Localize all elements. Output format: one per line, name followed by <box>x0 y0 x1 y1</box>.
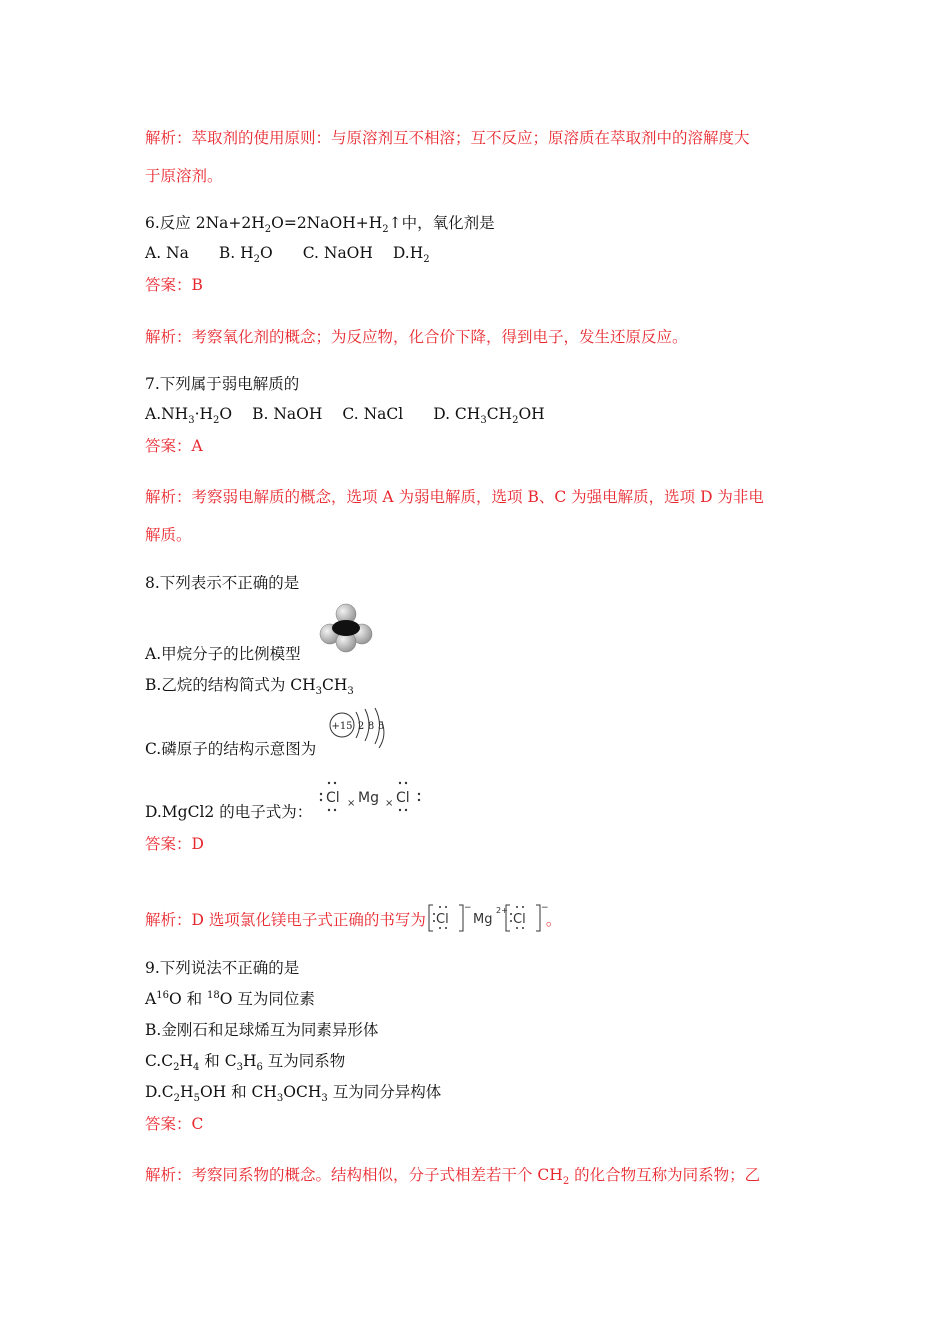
correct-minus-left: − <box>463 903 472 913</box>
q6-stem: 6.反应 $2Na+2H_2O=2NaOH+H_2↑$中，氧化剂是 <box>145 214 495 236</box>
correct-mg: Mg <box>472 912 493 927</box>
q9-analysis: 解析：考察同系物的概念。结构相似，分子式相差若干个 $CH_2$ 的化合物互称为同系物；乙 <box>145 1166 761 1188</box>
q8-stem: 8.下列表示不正确的是 <box>145 574 300 592</box>
q7-option-b: B. NaOH <box>252 405 323 423</box>
q7-answer: 答案：A <box>145 437 203 455</box>
q9-option-a: $A^{16}O$ 和 $^{18}$O 互为同位素 <box>145 989 315 1008</box>
correct-mg-charge: 2+ <box>495 906 508 915</box>
q8-option-a: A.甲烷分子的比例模型 <box>145 645 301 663</box>
q8-option-d: D.MgCl2 的电子式为： <box>145 803 313 821</box>
q8-option-c: C.磷原子的结构示意图为 <box>145 740 317 758</box>
shell-2-count: 8 <box>367 721 375 732</box>
q6-option-c: C. NaOH <box>302 244 373 262</box>
shell-1-count: 2 <box>357 721 365 732</box>
ed-cl-right: Cl <box>396 790 410 806</box>
q7-option-d: D. $CH_3CH_2OH$ <box>433 405 545 427</box>
q9-option-d: $D.C_2H_5OH$ 和 $CH_3OCH_3$ 互为同分异构体 <box>145 1083 442 1105</box>
correct-cl-right: Cl <box>512 912 526 927</box>
correct-cl-left: Cl <box>435 912 449 927</box>
q7-stem: 7.下列属于弱电解质的 <box>145 375 300 393</box>
q7-analysis-line1: 解析：考察弱电解质的概念，选项 A 为弱电解质，选项 B、C 为强电解质，选项 D 为非电 <box>145 488 764 506</box>
q8-option-b: B.乙烷的结构简式为 $CH_3CH_3$ <box>145 676 354 698</box>
q6-answer: 答案：B <box>145 276 203 294</box>
q8-answer: 答案：D <box>145 835 204 853</box>
ed-x-left: × <box>347 798 356 809</box>
phosphorus-atom-structure-diagram <box>327 708 391 752</box>
ed-x-right: × <box>385 798 394 809</box>
q8-analysis: 解析：D 选项氯化镁电子式正确的书写为 Cl − Mg 2+ Cl − 。 <box>145 902 561 930</box>
mgcl2-electron-formula-correct <box>426 902 549 934</box>
ed-mg: Mg <box>358 790 379 806</box>
ed-cl-left: Cl <box>326 790 340 806</box>
mgcl2-electron-formula-wrong <box>318 778 426 814</box>
q6-option-d: $D.H_2$ <box>392 244 430 266</box>
q6-option-a: A. Na <box>145 244 189 262</box>
q7-options <box>145 404 545 427</box>
q7-option-c: C. NaCl <box>342 405 404 423</box>
q6-analysis: 解析：考察氧化剂的概念；为反应物，化合价下降，得到电子，发生还原反应。 <box>145 328 688 346</box>
q5-analysis-line1: 解析：萃取剂的使用原则：与原溶剂互不相溶；互不反应；原溶质在萃取剂中的溶解度大 <box>145 129 750 147</box>
methane-space-filling-model <box>318 602 374 654</box>
q5-analysis-line2: 于原溶剂。 <box>145 167 223 185</box>
q6-options <box>145 243 430 266</box>
q7-option-a: $A.NH_3\cdot H_2O$ <box>145 405 233 427</box>
atom-nucleus-label: +15 <box>331 721 353 732</box>
correct-minus-right: − <box>540 903 549 913</box>
q9-answer: 答案：C <box>145 1115 204 1133</box>
q9-option-c: $C.C_2H_4$ 和 $C_3H_6$ 互为同系物 <box>145 1052 346 1074</box>
q6-option-b: B. $H_2O$ <box>218 244 273 266</box>
shell-3-count: 5 <box>377 721 385 732</box>
q9-option-b: B.金刚石和足球烯互为同素异形体 <box>145 1021 379 1039</box>
q9-stem: 9.下列说法不正确的是 <box>145 959 300 977</box>
q7-analysis-line2: 解质。 <box>145 526 192 544</box>
